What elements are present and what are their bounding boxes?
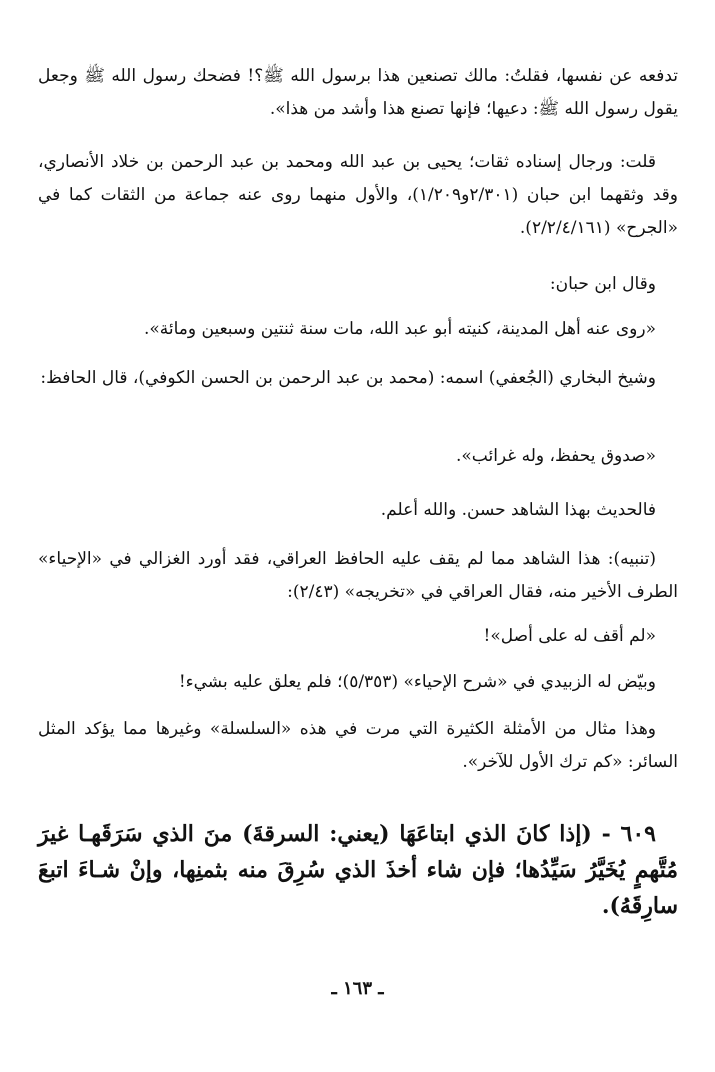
paragraph-8: (تنبيه): هذا الشاهد مما لم يقف عليه الحافظ العراقي، فقد أورد الغزالي في «الإحياء» الطرف الأخير منه، فقال العراقي في «تخريجه» (٢/٤٣): <box>38 549 678 602</box>
hadith-text: ٦٠٩ - (إذا كانَ الذي ابتاعَهَا (يعني: السرقةَ) منَ الذي سَرَقَهـا غيرَ مُتَّهمٍ يُخَيَّرُ سَيِّدُها؛ فإن شاء أخذَ الذي سُرِقَ منه بثمنِها، وإنْ شـاءَ اتبعَ سارِقَهُ). <box>38 821 678 919</box>
paragraph-5: وشيخ البخاري (الجُعفي) اسمه: (محمد بن عبد الرحمن بن الحسن الكوفي)، قال الحافظ: <box>40 368 656 388</box>
paragraph-1: تدفعه عن نفسها، فقلتُ: مالك تصنعين هذا برسول الله ﷺ؟! فضحك رسول الله ﷺ وجعل يقول رسول الله ﷺ: دعيها؛ فإنها تصنع هذا وأشد من هذا». <box>38 66 678 119</box>
paragraph-3: وقال ابن حبان: <box>549 274 656 294</box>
paragraph-9: «لم أقف له على أصل»! <box>483 626 656 646</box>
paragraph-10: وبيّض له الزبيدي في «شرح الإحياء» (٥/٣٥٣)؛ فلم يعلق عليه بشيء! <box>178 672 656 692</box>
page-number: ـ ١٦٣ ـ <box>331 978 384 999</box>
paragraph-11: وهذا مثال من الأمثلة الكثيرة التي مرت في هذه «السلسلة» وغيرها مما يؤكد المثل السائر: «كم ترك الأول للآخر». <box>38 719 678 772</box>
paragraph-7: فالحديث بهذا الشاهد حسن. والله أعلم. <box>380 500 656 520</box>
paragraph-4: «روى عنه أهل المدينة، كنيته أبو عبد الله، مات سنة ثنتين وسبعين ومائة». <box>143 319 656 339</box>
paragraph-2: قلت: ورجال إسناده ثقات؛ يحيى بن عبد الله ومحمد بن عبد الرحمن بن خلاد الأنصاري، وقد وثقهما ابن حبان (٢/٣٠١و١/٢٠٩)، والأول منهما روى عنه جماعة من الثقات كما في «الجرح» (٢/٢/٤/١٦١). <box>38 152 678 238</box>
paragraph-6: «صدوق يحفظ، وله غرائب». <box>455 446 656 466</box>
